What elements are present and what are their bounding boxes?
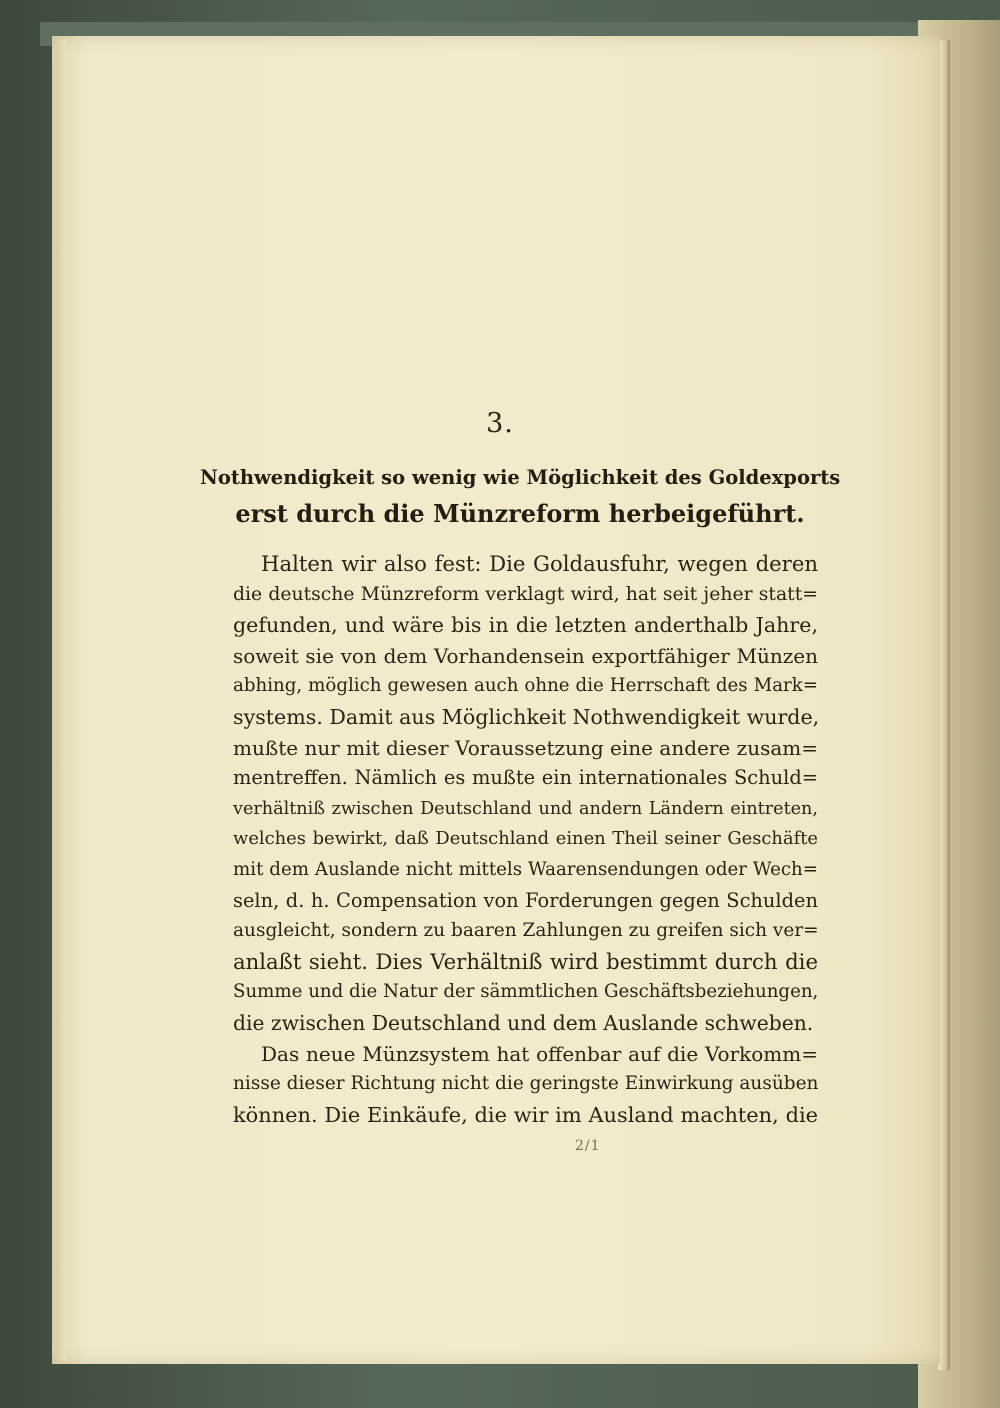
page-left-edge	[56, 40, 66, 1360]
text-line: anlaßt sieht. Dies Verhältniß wird bestimmt durch die	[233, 948, 818, 974]
text-line: können. Die Einkäufe, die wir im Ausland machten, die	[233, 1102, 818, 1127]
text-line: mentreffen. Nämlich es mußte ein internationales Schuld=	[233, 766, 818, 790]
text-line: Halten wir also fest: Die Goldausfuhr, wegen deren	[261, 551, 818, 576]
text-line: mußte nur mit dieser Voraussetzung eine andere zusam=	[233, 735, 818, 760]
text-line: Das neue Münzsystem hat offenbar auf die Vorkomm=	[261, 1041, 818, 1066]
text-line: abhing, möglich gewesen auch ohne die Herrschaft des Mark=	[233, 675, 818, 697]
text-line: Summe und die Natur der sämmtlichen Geschäftsbeziehungen,	[233, 981, 819, 1003]
text-line: soweit sie von dem Vorhandensein exportfähiger Münzen	[233, 643, 818, 668]
heading-line: Nothwendigkeit so wenig wie Möglichkeit des Goldexports	[200, 466, 841, 489]
text-line: nisse dieser Richtung nicht die geringste Einwirkung ausüben	[233, 1073, 819, 1095]
text-line: mit dem Auslande nicht mittels Waarensendungen oder Wech=	[233, 858, 818, 880]
text-line: systems. Damit aus Möglichkeit Nothwendigkeit wurde,	[233, 704, 820, 729]
text-line: die zwischen Deutschland und dem Auslande schweben.	[233, 1010, 814, 1035]
heading-line: erst durch die Münzreform herbeigeführt.	[235, 499, 805, 528]
body-text	[233, 549, 818, 1130]
section-heading	[200, 460, 840, 532]
text-line: welches bewirkt, daß Deutschland einen Theil seiner Geschäfte	[233, 828, 818, 850]
text-line: seln, d. h. Compensation von Forderungen gegen Schulden	[233, 888, 818, 912]
text-line: die deutsche Münzreform verklagt wird, hat seit jeher statt=	[233, 583, 818, 605]
text-line: verhältniß zwischen Deutschland und andern Ländern eintreten,	[233, 798, 818, 819]
section-number: 3.	[486, 408, 514, 439]
text-line: gefunden, und wäre bis in die letzten anderthalb Jahre,	[233, 613, 818, 638]
folio-mark: 2/1	[575, 1138, 601, 1154]
text-line: ausgleicht, sondern zu baaren Zahlungen zu greifen sich ver=	[233, 920, 819, 942]
